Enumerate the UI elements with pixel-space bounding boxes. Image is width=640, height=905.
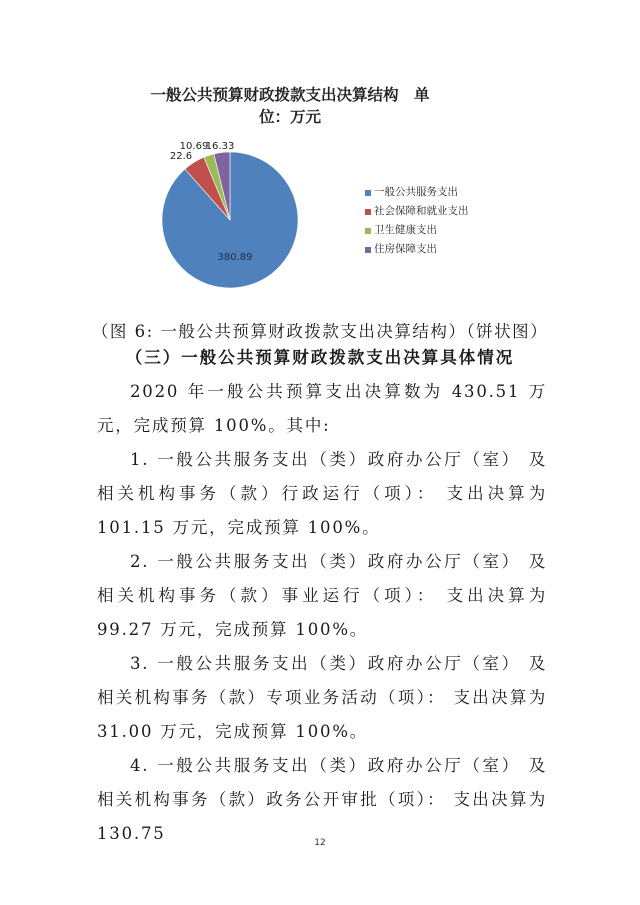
paragraph: 2. 一般公共服务支出（类）政府办公厅（室） 及相关机构事务（款）事业运行（项）： 支出决算为 99.27 万元，完成预算 100%。 xyxy=(97,552,547,639)
section-heading: （三）一般公共预算财政拨款支出决算具体情况 xyxy=(125,348,515,367)
legend-swatch xyxy=(365,247,371,253)
pie-data-label: 10.69 xyxy=(179,141,209,152)
chart-legend xyxy=(365,183,469,259)
chart-title-line-1: 一般公共预算财政拨款支出决算结构 单 xyxy=(150,85,430,104)
figure-caption: （图 6: 一般公共预算财政拨款支出决算结构）（饼状图） xyxy=(91,322,549,341)
paragraph: 2020 年一般公共预算支出决算数为 430.51 万元，完成预算 100%。其中: xyxy=(97,382,547,435)
pie-chart xyxy=(0,0,640,310)
legend-swatch xyxy=(365,228,371,234)
legend-item xyxy=(365,221,469,240)
legend-label: 社会保障和就业支出 xyxy=(374,205,469,217)
legend-label: 卫生健康支出 xyxy=(374,224,437,236)
paragraph: 1. 一般公共服务支出（类）政府办公厅（室） 及相关机构事务（款）行政运行（项）： 支出决算为 101.15 万元，完成预算 100%。 xyxy=(97,450,547,537)
pie-data-label: 380.89 xyxy=(217,252,253,263)
paragraph: 3. 一般公共服务支出（类）政府办公厅（室） 及相关机构事务（款）专项业务活动（项）： 支出决算为 31.00 万元，完成预算 100%。 xyxy=(97,654,547,741)
chart-title-line-2: 位：万元 xyxy=(258,107,321,126)
legend-swatch xyxy=(365,190,371,196)
page-number: 12 xyxy=(314,838,326,848)
legend-swatch xyxy=(365,209,371,215)
pie-data-label: 16.33 xyxy=(205,141,235,152)
paragraph: 4. 一般公共服务支出（类）政府办公厅（室） 及相关机构事务（款）政务公开审批（项）： 支出决算为 130.75 xyxy=(97,756,547,843)
legend-label: 住房保障支出 xyxy=(374,243,437,255)
legend-item xyxy=(365,202,469,221)
legend-item xyxy=(365,183,469,202)
pie-data-label: 22.6 xyxy=(169,151,193,162)
legend-item xyxy=(365,240,469,259)
legend-label: 一般公共服务支出 xyxy=(374,186,458,198)
body-text xyxy=(97,375,547,851)
